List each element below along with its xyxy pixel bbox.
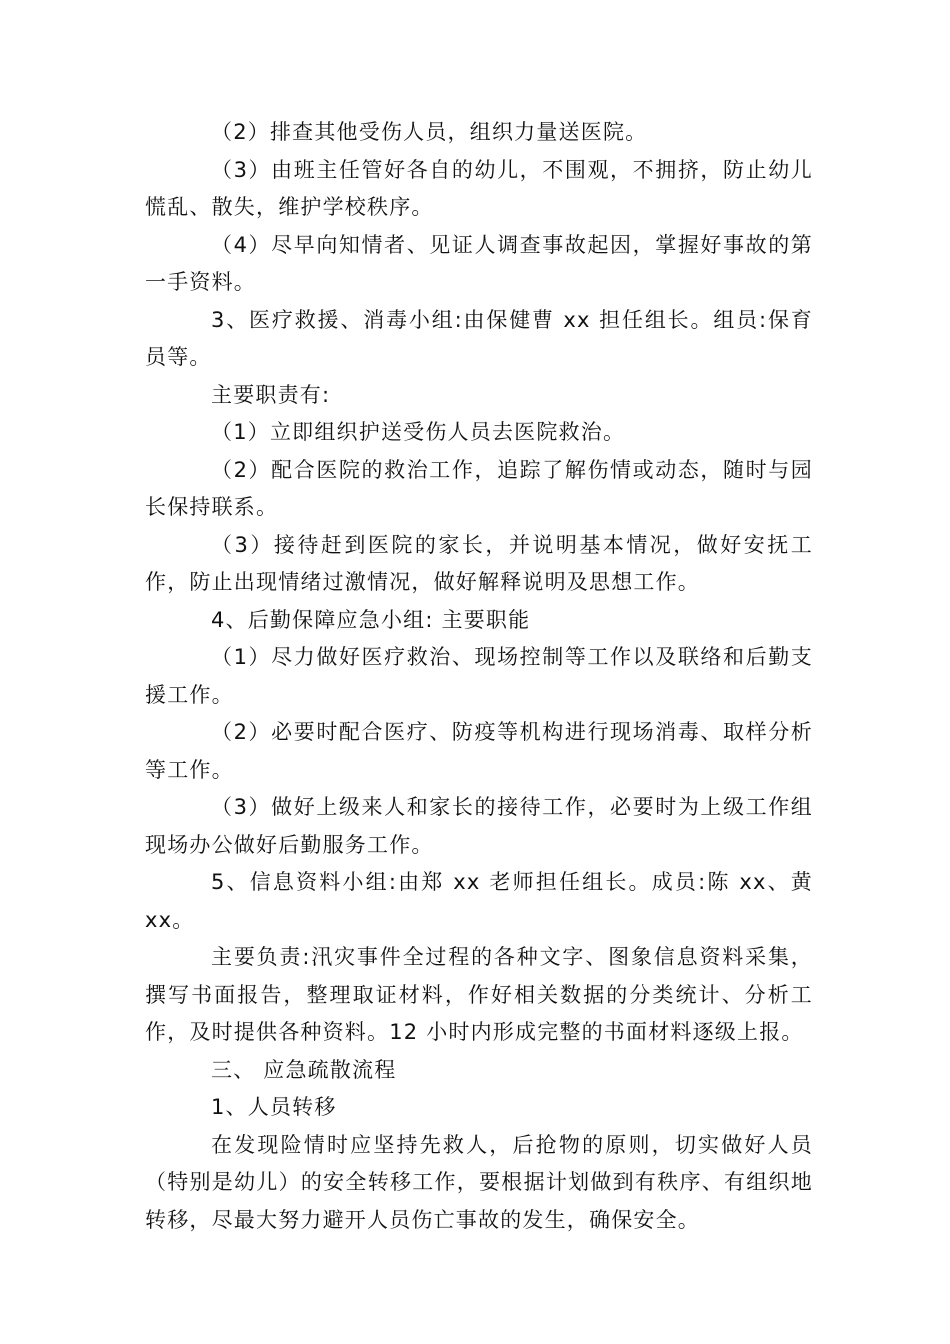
subsection-heading: 1、人员转移 [211, 1095, 337, 1119]
paragraph: （2）必要时配合医疗、防疫等机构进行现场消毒、取样分析等工作。 [145, 720, 813, 782]
paragraph: （2）排查其他受伤人员，组织力量送医院。 [211, 120, 648, 144]
paragraph: （1）立即组织护送受伤人员去医院救治。 [211, 420, 626, 444]
paragraph: （3）做好上级来人和家长的接待工作，必要时为上级工作组现场办公做好后勤服务工作。 [145, 795, 813, 857]
section-heading: 三、 应急疏散流程 [211, 1057, 397, 1082]
paragraph: （4）尽早向知情者、见证人调查事故起因，掌握好事故的第一手资料。 [145, 232, 813, 294]
paragraph: （3）接待赶到医院的家长，并说明基本情况，做好安抚工作，防止出现情绪过激情况，做好解释说明及思想工作。 [145, 532, 813, 594]
paragraph: 主要职责有: [211, 382, 331, 407]
section-heading: 5、信息资料小组:由郑 xx 老师担任组长。成员:陈 xx、黄 xx。 [145, 870, 813, 932]
section-heading: 3、医疗救援、消毒小组:由保健曹 xx 担任组长。组员:保育员等。 [145, 307, 813, 369]
paragraph: 主要负责:汛灾事件全过程的各种文字、图象信息资料采集，撰写书面报告，整理取证材料，作好相关数据的分类统计、分析工作，及时提供各种资料。12 小时内形成完整的书面材料逐级上报。 [145, 945, 813, 1044]
paragraph: （3）由班主任管好各自的幼儿，不围观，不拥挤，防止幼儿慌乱、散失，维护学校秩序。 [145, 157, 813, 219]
document-body [145, 114, 813, 1239]
section-heading: 4、后勤保障应急小组: 主要职能 [211, 607, 531, 632]
paragraph: （1）尽力做好医疗救治、现场控制等工作以及联络和后勤支援工作。 [145, 645, 813, 707]
paragraph: （2）配合医院的救治工作，追踪了解伤情或动态，随时与园长保持联系。 [145, 457, 813, 519]
paragraph: 在发现险情时应坚持先救人，后抢物的原则，切实做好人员（特别是幼儿）的安全转移工作，要根据计划做到有秩序、有组织地转移，尽最大努力避开人员伤亡事故的发生，确保安全。 [145, 1132, 813, 1232]
